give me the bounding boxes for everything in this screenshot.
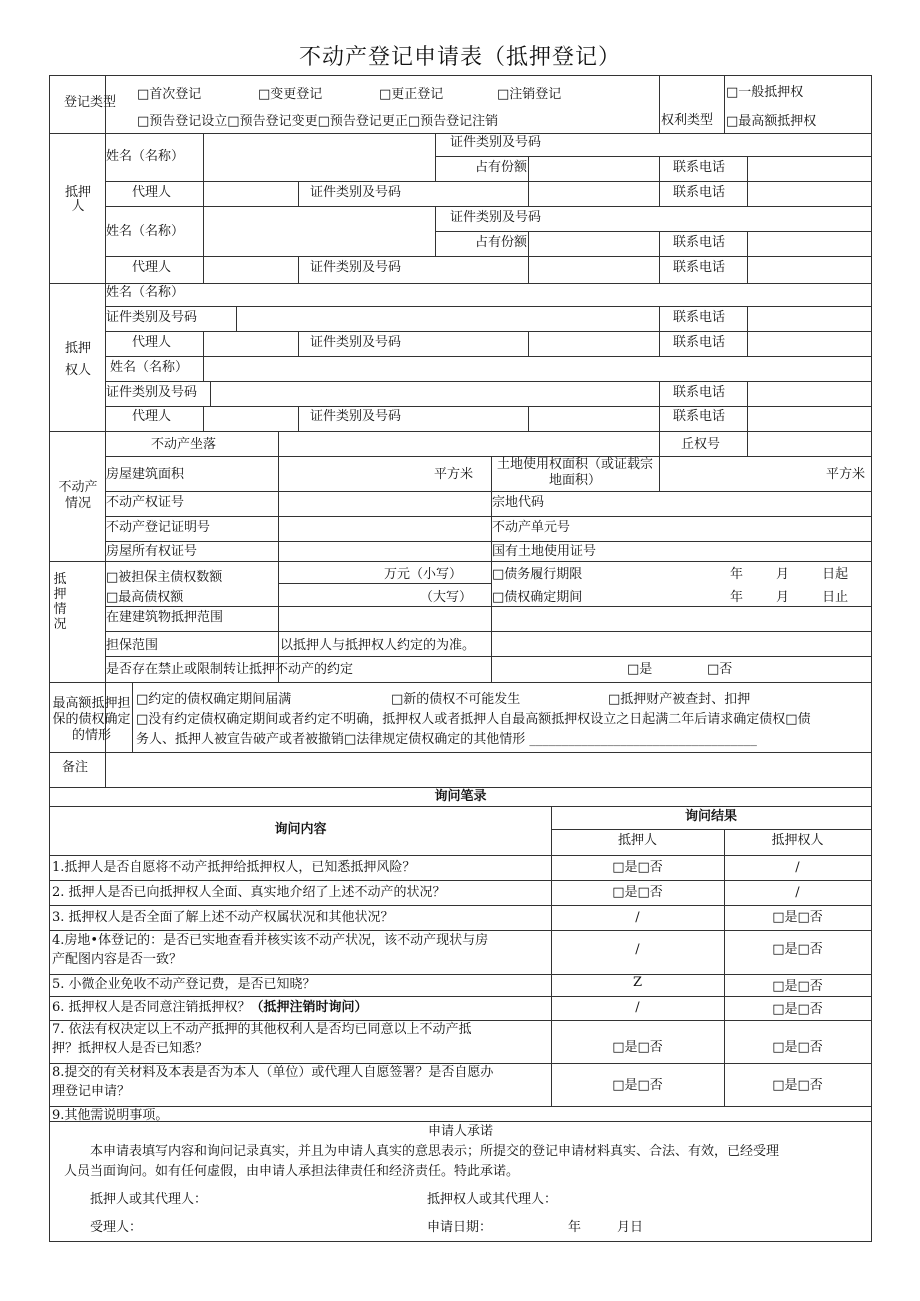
reg-proof-label: 不动产登记证明号 (106, 520, 211, 535)
mortgagor-2-share-label: 占有份额 (475, 235, 528, 250)
inquiry-q6 (52, 1000, 368, 1016)
apply-date-label: 申请日期： (427, 1220, 493, 1235)
inquiry-q1-mortgagee: / (795, 860, 800, 875)
mortgagee-1-name-label: 姓名（名称） (106, 285, 185, 300)
inquiry-q8: 8.提交的有关材料及本表是否为本人（单位）或代理人自愿签署？是否自愿办 (52, 1065, 494, 1080)
inquiry-q6-mortgagor: / (635, 1000, 640, 1015)
inquiry-q7-line2: 押？抵押权人是否已知悉？ (52, 1041, 209, 1056)
checkbox-correction-reg[interactable]: □更正登记 (379, 87, 444, 102)
inquiry-q7-mortgagee[interactable]: □是□否 (772, 1040, 823, 1055)
mortgagor-1-cert-label: 证件类别及号码 (450, 135, 542, 150)
date-start: 年 月 日起 (730, 567, 849, 582)
unit-no-label: 不动产单元号 (492, 520, 571, 535)
promise-title: 申请人承诺 (427, 1124, 493, 1139)
inquiry-q2-mortgagor[interactable]: □是□否 (612, 885, 663, 900)
mortgagor-1-agent-phone-label: 联系电话 (673, 185, 726, 200)
checkbox-confirm-period[interactable]: □债权确定期间 (492, 590, 583, 605)
mortgagor-2-agent-cert-label: 证件类别及号码 (310, 260, 402, 275)
checkbox-period-expired[interactable]: □约定的债权确定期间届满 (136, 692, 292, 707)
mortgagee-1-agent-cert-label: 证件类别及号码 (310, 335, 402, 350)
apply-date-year: 年 (568, 1220, 582, 1235)
inquiry-q9: 9.其他需说明事项。 (52, 1108, 169, 1123)
mortgagor-label: 抵押人 (64, 185, 91, 214)
amount-big-label: （大写） (420, 590, 473, 605)
date-end: 年 月 日止 (730, 590, 849, 605)
mortgagor-2-phone-label: 联系电话 (673, 235, 726, 250)
mortgagor-1-name-label: 姓名（名称） (106, 149, 185, 164)
inquiry-q4-line2: 产配图内容是否一致？ (52, 952, 183, 967)
mortgagee-1-agent-phone-label: 联系电话 (673, 335, 726, 350)
promise-line1: 本申请表填写内容和询问记录真实，并且为申请人真实的意思表示；所提交的登记申请材料真实、合法、有效，已经受理 (90, 1144, 780, 1159)
inquiry-q2: 2. 抵押人是否已向抵押权人全面、真实地介绍了上述不动产的状况？ (52, 885, 446, 900)
land-area-unit: 平方米 (826, 467, 866, 482)
restrict-label: 是否存在禁止或限制转让抵押不动产的约定 (106, 662, 354, 677)
land-area-label: 土地使用权面积（或证载宗地面积） (496, 457, 653, 488)
inquiry-col-mortgagee: 抵押权人 (771, 833, 824, 848)
inquiry-q1-mortgagor[interactable]: □是□否 (612, 860, 663, 875)
parcel-code-label: 宗地代码 (492, 495, 545, 510)
right-type-label: 权利类型 (661, 113, 714, 128)
property-label: 不动产情况 (58, 480, 98, 511)
guarantee-scope-value: 以抵押人与抵押权人约定的为准。 (280, 638, 476, 653)
inquiry-col-mortgagor: 抵押人 (617, 833, 657, 848)
form-title: 不动产登记申请表（抵押登记） (298, 45, 621, 70)
inquiry-q4-mortgagee[interactable]: □是□否 (772, 942, 823, 957)
inquiry-q7-mortgagor[interactable]: □是□否 (612, 1040, 663, 1055)
amount-small-label: 万元（小写） (384, 567, 463, 582)
building-scope-label: 在建建筑物抵押范围 (106, 610, 224, 625)
inquiry-q8-line2: 理登记申请？ (52, 1084, 131, 1099)
mortgagor-2-agent-phone-label: 联系电话 (673, 260, 726, 275)
inquiry-q2-mortgagee: / (795, 885, 800, 900)
checkbox-property-seized[interactable]: □抵押财产被查封、扣押 (608, 692, 751, 707)
inquiry-q1: 1.抵押人是否自愿将不动产抵押给抵押权人，已知悉抵押风险？ (52, 860, 416, 875)
land-cert-label: 国有土地使用证号 (492, 544, 597, 559)
inquiry-q3: 3. 抵押权人是否全面了解上述不动产权属状况和其他状况？ (52, 910, 394, 925)
checkbox-secured-claim[interactable]: □被担保主债权数额 (106, 570, 223, 585)
max-confirm-line3[interactable]: 务人、抵押人被宣告破产或者被撤销□法律规定债权确定的其他情形 ___________________________________ (136, 732, 757, 747)
house-cert-label: 房屋所有权证号 (106, 544, 198, 559)
checkbox-max-mortgage[interactable]: □最高额抵押权 (726, 114, 817, 129)
mortgagee-label: 抵押权人 (64, 341, 91, 378)
max-confirm-line2[interactable]: □没有约定债权确定期间或者约定不明确，抵押权人或者抵押人自最高额抵押权设立之日起满二年后请求确定债权□债 (136, 712, 811, 727)
mortgagor-1-share-label: 占有份额 (475, 160, 528, 175)
mortgagee-1-phone-label: 联系电话 (673, 310, 726, 325)
promise-line2: 人员当面询问。如有任何虚假，由申请人承担法律责任和经济责任。特此承诺。 (64, 1164, 520, 1179)
parcel-label: 丘权号 (681, 437, 721, 452)
checkbox-max-claim[interactable]: □最高债权额 (106, 590, 184, 605)
application-form (49, 75, 872, 1242)
location-label: 不动产坐落 (151, 437, 217, 452)
floor-area-label: 房屋建筑面积 (106, 467, 185, 482)
mortgagee-1-agent-label: 代理人 (132, 335, 172, 350)
inquiry-q4: 4.房地•体登记的：是否已实地查看并核实该不动产状况，该不动产现状与房 (52, 933, 489, 948)
inquiry-q7: 7. 依法有权决定以上不动产抵押的其他权利人是否均已同意以上不动产抵 (52, 1022, 472, 1037)
mortgagor-2-name-label: 姓名（名称） (106, 224, 185, 239)
floor-area-unit: 平方米 (434, 467, 474, 482)
inquiry-q8-mortgagor[interactable]: □是□否 (612, 1078, 663, 1093)
property-cert-label: 不动产权证号 (106, 495, 185, 510)
inquiry-q5-mortgagor: Z (632, 975, 643, 990)
mortgagor-1-agent-label: 代理人 (132, 185, 172, 200)
inquiry-q6-text: 6. 抵押权人是否同意注销抵押权？ (52, 1000, 251, 1015)
checkbox-restrict-no[interactable]: □否 (707, 662, 733, 677)
checkbox-perf-period[interactable]: □债务履行期限 (492, 567, 583, 582)
mortgagee-2-agent-cert-label: 证件类别及号码 (310, 409, 402, 424)
receiver-label: 受理人： (90, 1220, 143, 1235)
checkbox-no-new-claim[interactable]: □新的债权不可能发生 (391, 692, 521, 707)
inquiry-q3-mortgagee[interactable]: □是□否 (772, 910, 823, 925)
mortgagee-2-agent-phone-label: 联系电话 (673, 409, 726, 424)
inquiry-q4-mortgagor: / (635, 942, 640, 957)
inquiry-title: 询问笔录 (434, 789, 487, 804)
mortgagee-2-agent-label: 代理人 (132, 409, 172, 424)
mortgagor-1-phone-label: 联系电话 (673, 160, 726, 175)
reg-type-label: 登记类型 (64, 95, 117, 110)
checkbox-cancel-reg[interactable]: □注销登记 (497, 87, 562, 102)
checkbox-notice-reg-group[interactable]: □预告登记设立□预告登记变更□预告登记更正□预告登记注销 (137, 114, 499, 129)
checkbox-restrict-yes[interactable]: □是 (627, 662, 653, 677)
mortgagee-2-phone-label: 联系电话 (673, 385, 726, 400)
signature-mortgagor-label: 抵押人或其代理人： (90, 1192, 208, 1207)
guarantee-scope-label: 担保范围 (106, 638, 159, 653)
mortgagor-2-agent-label: 代理人 (132, 260, 172, 275)
inquiry-q8-mortgagee[interactable]: □是□否 (772, 1078, 823, 1093)
checkbox-change-reg[interactable]: □变更登记 (258, 87, 323, 102)
mortgagee-2-name-label: 姓名（名称） (110, 360, 189, 375)
max-confirm-label: 最高额抵押担保的债权确定的情形 (52, 696, 131, 743)
mortgagor-2-cert-label: 证件类别及号码 (450, 210, 542, 225)
inquiry-q5-mortgagee[interactable]: □是□否 (772, 979, 823, 994)
inquiry-q6-note: （抵押注销时询问） (250, 1000, 368, 1015)
inquiry-result-header: 询问结果 (684, 809, 737, 824)
mortgage-label: 抵押情况 (53, 572, 67, 632)
checkbox-first-reg[interactable]: □首次登记 (137, 87, 202, 102)
inquiry-q5: 5. 小微企业免收不动产登记费，是否已知晓？ (52, 977, 316, 992)
mortgagee-2-cert-label: 证件类别及号码 (106, 385, 198, 400)
inquiry-q3-mortgagor: / (635, 910, 640, 925)
mortgagor-1-agent-cert-label: 证件类别及号码 (310, 185, 402, 200)
mortgagee-1-cert-label: 证件类别及号码 (106, 310, 198, 325)
signature-mortgagee-label: 抵押权人或其代理人： (427, 1192, 558, 1207)
remark-label: 备注 (62, 760, 89, 775)
inquiry-q6-mortgagee[interactable]: □是□否 (772, 1002, 823, 1017)
inquiry-content-header: 询问内容 (274, 822, 327, 837)
apply-date-month-day: 月日 (617, 1220, 644, 1235)
checkbox-general-mortgage[interactable]: □一般抵押权 (726, 85, 804, 100)
